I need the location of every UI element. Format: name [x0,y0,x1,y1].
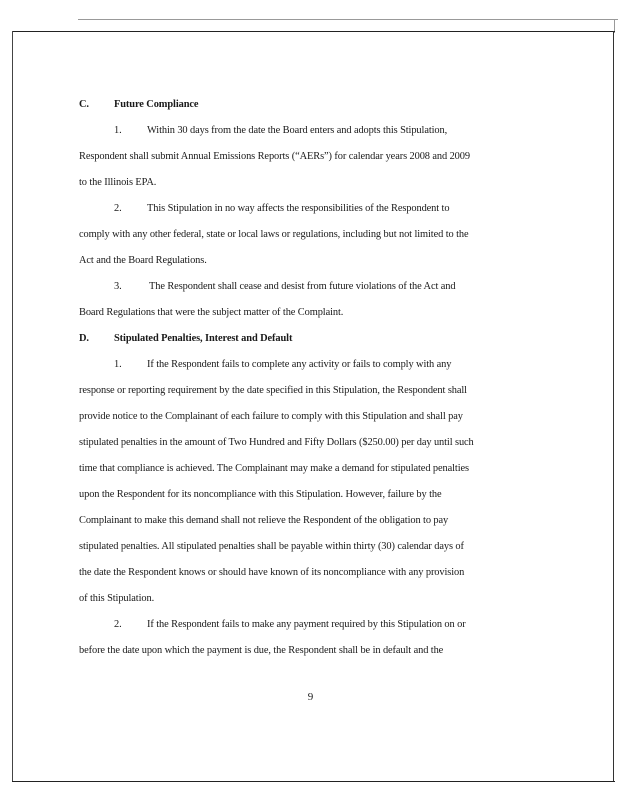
section-letter: D. [79,333,89,344]
paragraph-line: before the date upon which the payment is due, the Respondent shall be in default and the [79,645,444,656]
paragraph-line: Within 30 days from the date the Board enters and adopts this Stipulation, [147,125,448,136]
paragraph-number: 1. [114,125,122,136]
page-number: 9 [307,691,314,703]
paragraph-line: comply with any other federal, state or local laws or regulations, including but not limited to the [79,229,469,240]
paragraph-line: upon the Respondent for its noncompliance with this Stipulation. However, failure by the [79,489,442,500]
section-title: Stipulated Penalties, Interest and Default [114,333,293,344]
paragraph-line: stipulated penalties in the amount of Two Hundred and Fifty Dollars ($250.00) per day until such [79,437,474,448]
paragraph-line: This Stipulation in no way affects the responsibilities of the Respondent to [147,203,450,214]
paragraph-line: of this Stipulation. [79,593,155,604]
section-heading-d [79,332,293,345]
scan-border-left [12,31,13,782]
section-heading-c [79,98,199,111]
paragraph-number: 1. [114,359,122,370]
paragraph-number: 2. [114,203,122,214]
paragraph-line: The Respondent shall cease and desist from future violations of the Act and [149,281,456,292]
paragraph-line: If the Respondent fails to complete any activity or fails to comply with any [147,359,452,370]
scan-border-right [613,31,614,782]
paragraph-line: time that compliance is achieved. The Complainant may make a demand for stipulated penalties [79,463,469,474]
paragraph-line: If the Respondent fails to make any payment required by this Stipulation on or [147,619,466,630]
paragraph-line: Act and the Board Regulations. [79,255,207,266]
paragraph-line: Complainant to make this demand shall not relieve the Respondent of the obligation to pay [79,515,449,526]
paragraph-line: the date the Respondent knows or should have known of its noncompliance with any provision [79,567,465,578]
paragraph-line: response or reporting requirement by the date specified in this Stipulation, the Respondent shall [79,385,467,396]
paragraph-line: to the Illinois EPA. [79,177,157,188]
paragraph-line: Respondent shall submit Annual Emissions Reports (“AERs”) for calendar years 2008 and 2009 [79,151,470,162]
section-letter: C. [79,99,89,110]
paragraph-line: provide notice to the Complainant of each failure to comply with this Stipulation and shall pay [79,411,463,422]
scan-border-bottom [12,781,615,782]
paragraph-line: stipulated penalties. All stipulated penalties shall be payable within thirty (30) calendar days of [79,541,464,552]
paragraph-number: 2. [114,619,122,630]
paragraph-line: Board Regulations that were the subject matter of the Complaint. [79,307,344,318]
page-edge-top [78,19,618,20]
scan-border-top [12,31,615,32]
paragraph-number: 3. [114,281,122,292]
section-title: Future Compliance [114,99,199,110]
